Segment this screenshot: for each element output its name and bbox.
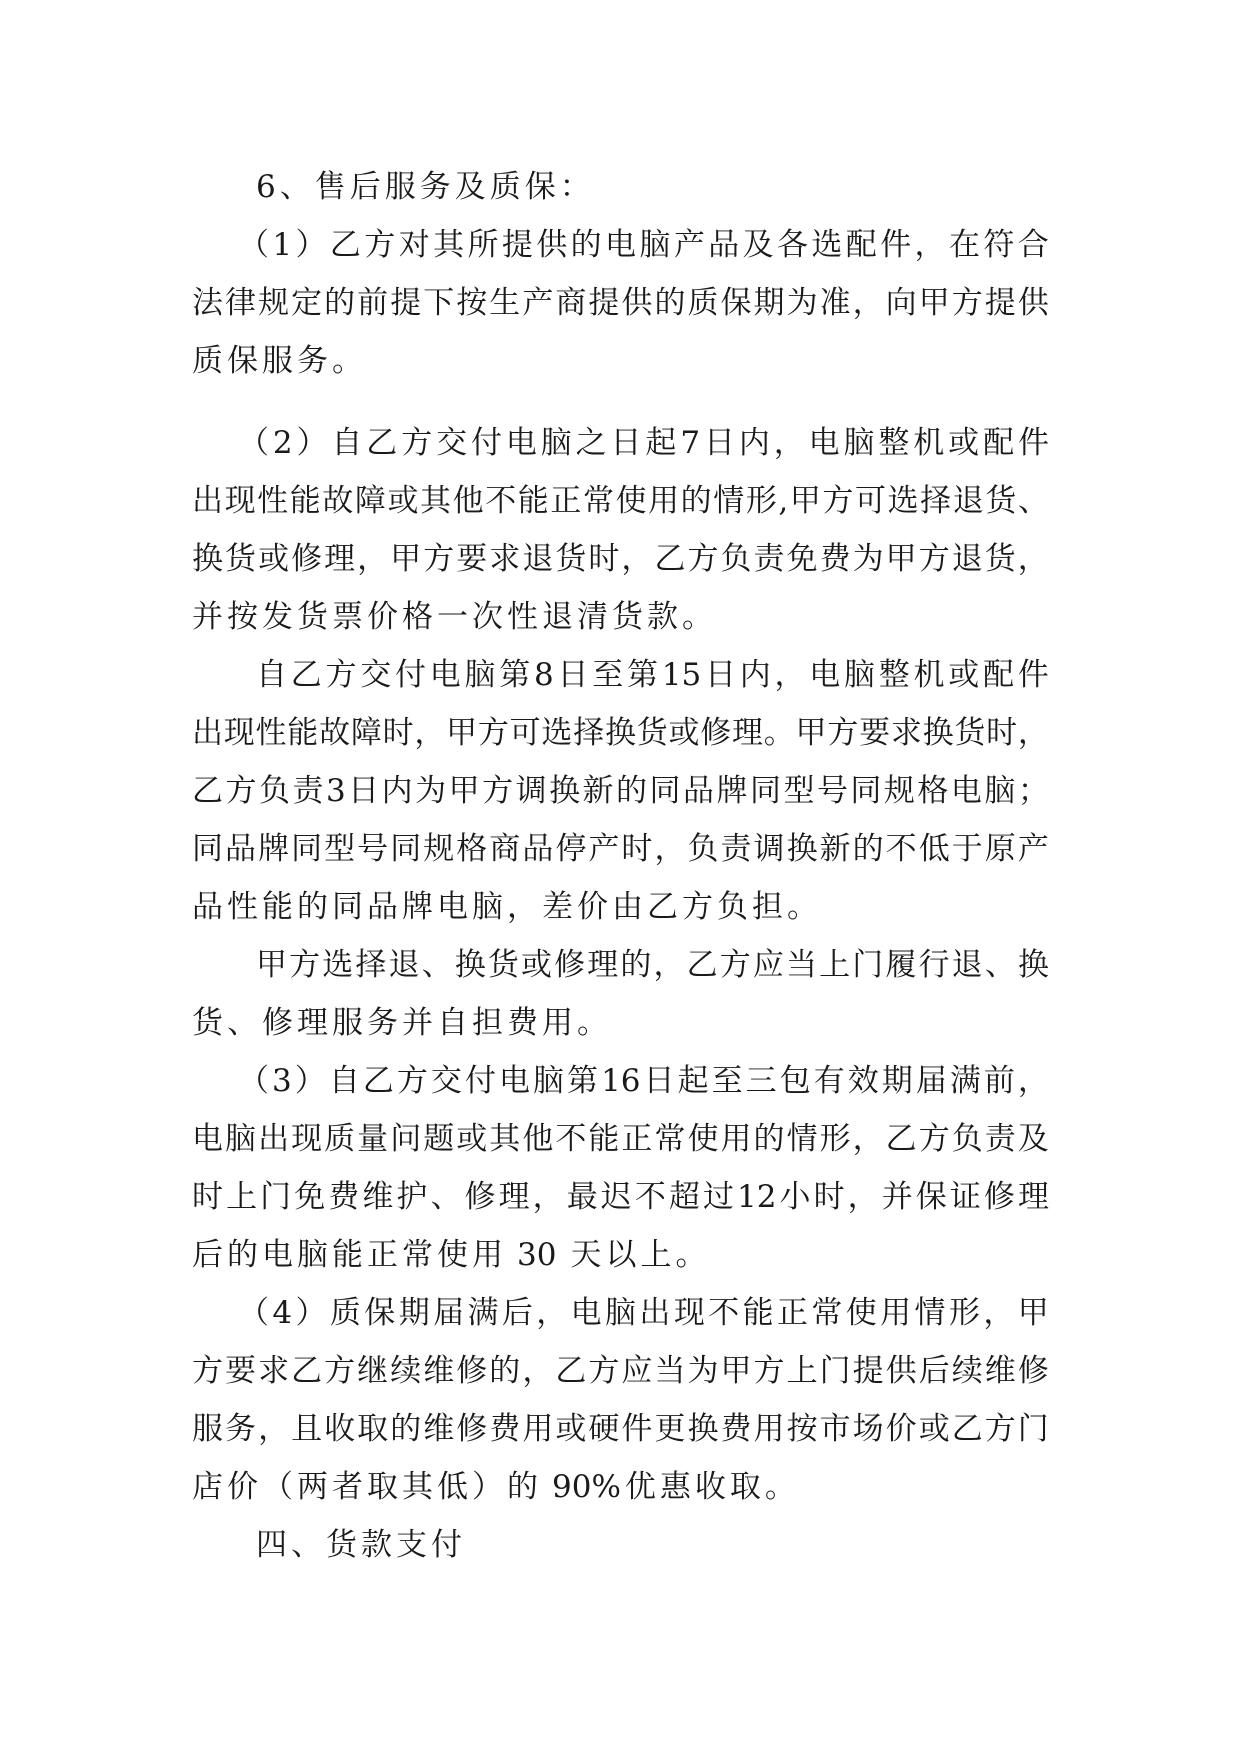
- text-line: （ 2 ） 自 乙 方 交 付 电 脑 之 日 起 7 日 内 ， 电 脑 整 机 或 配 件: [238, 425, 1049, 461]
- text-line: 出 现 性 能 故 障 时 ， 甲 方 可 选 择 换 货 或 修 理 。 甲 方 要 求 换 货 时 ，: [192, 715, 1049, 751]
- text-line: 方 要 求 乙 方 继 续 维 修 的 ， 乙 方 应 当 为 甲 方 上 门 提 供 后 续 维 修: [192, 1353, 1049, 1389]
- text-line: （ 4 ） 质 保 期 届 满 后 ， 电 脑 出 现 不 能 正 常 使 用 情 形 ， 甲: [238, 1295, 1049, 1331]
- text-line: 自 乙 方 交 付 电 脑 第 8 日 至 第 15 日 内 ， 电 脑 整 机 或 配 件: [256, 657, 1049, 693]
- text-line: 法 律 规 定 的 前 提 下 按 生 产 商 提 供 的 质 保 期 为 准 ， 向 甲 方 提 供: [192, 285, 1049, 321]
- text-line: 服 务 ， 且 收 取 的 维 修 费 用 或 硬 件 更 换 费 用 按 市 场 价 或 乙 方 门: [192, 1411, 1049, 1447]
- text-line: 出 现 性 能 故 障 或 其 他 不 能 正 常 使 用 的 情 形 , 甲 方 可 选 择 退 货 、: [192, 483, 1049, 519]
- text-line: 同 品 牌 同 型 号 同 规 格 商 品 停 产 时 ， 负 责 调 换 新 的 不 低 于 原 产: [192, 831, 1049, 867]
- text-line: 乙 方 负 责 3 日 内 为 甲 方 调 换 新 的 同 品 牌 同 型 号 同 规 格 电 脑 ；: [192, 773, 1049, 809]
- text-line: 货 、 修 理 服 务 并 自 担 费 用 。: [192, 1005, 608, 1041]
- text-line: 电 脑 出 现 质 量 问 题 或 其 他 不 能 正 常 使 用 的 情 形 ， 乙 方 负 责 及: [192, 1121, 1049, 1157]
- text-line: 店 价 （ 两 者 取 其 低 ） 的 90% 优 惠 收 取 。: [192, 1469, 796, 1505]
- text-line: 换 货 或 修 理 ， 甲 方 要 求 退 货 时 ， 乙 方 负 责 免 费 为 甲 方 退 货 ，: [192, 541, 1049, 577]
- text-line: 6 、 售 后 服 务 及 质 保 ：: [256, 169, 591, 205]
- text-line: 时 上 门 免 费 维 护 、 修 理 ， 最 迟 不 超 过 12 小 时 ， 并 保 证 修 理: [192, 1179, 1049, 1215]
- text-line: （ 3 ） 自 乙 方 交 付 电 脑 第 16 日 起 至 三 包 有 效 期 届 满 前 ，: [238, 1063, 1049, 1099]
- text-line: 质 保 服 务 。: [192, 343, 363, 379]
- text-line: 四 、 货 款 支 付: [256, 1527, 462, 1563]
- text-line: 甲 方 选 择 退 、 换 货 或 修 理 的 ， 乙 方 应 当 上 门 履 行 退 、 换: [256, 947, 1049, 983]
- text-line: 并 按 发 货 票 价 格 一 次 性 退 清 货 款 。: [192, 599, 713, 635]
- text-line: 后 的 电 脑 能 正 常 使 用 30 天 以 上 。: [192, 1237, 707, 1273]
- text-line: 品 性 能 的 同 品 牌 电 脑 ， 差 价 由 乙 方 负 担 。: [192, 889, 818, 925]
- text-line: （ 1 ） 乙 方 对 其 所 提 供 的 电 脑 产 品 及 各 选 配 件 ， 在 符 合: [238, 227, 1049, 263]
